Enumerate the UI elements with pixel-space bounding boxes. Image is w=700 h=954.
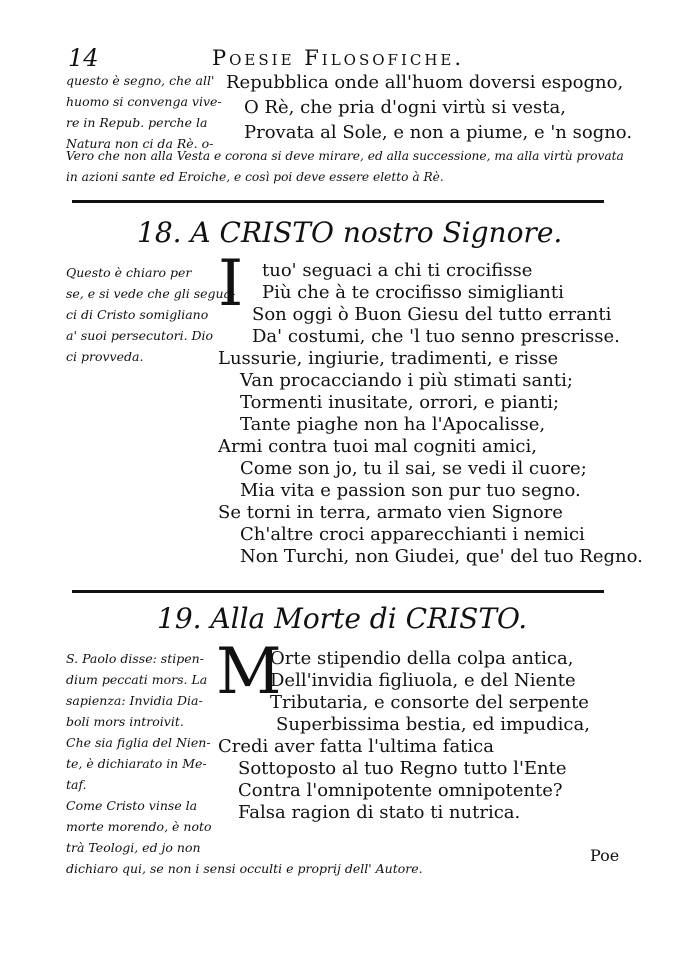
marginal-note: Questo è chiaro per se, e si vede che gli segua- ci di Cristo somigliano a' suoi persecutori. Dio ci provveda.	[66, 265, 236, 364]
catchword: Poe	[590, 846, 620, 865]
verse-line: Tormenti inusitate, orrori, e pianti;	[240, 392, 560, 413]
footnote: Vero che non alla Vesta e corona si deve mirare, ed alla successione, ma alla virtù provata in azioni sante ed Eroiche, e così poi deve essere eletto à Rè.	[66, 149, 624, 184]
drop-capital: I	[218, 247, 244, 321]
verse-line: Tante piaghe non ha l'Apocalisse,	[240, 414, 546, 435]
divider-rule	[72, 590, 604, 593]
verse-line: Ch'altre croci apparecchianti i nemici	[240, 524, 585, 545]
verse-line: Van procacciando i più stimati santi;	[240, 370, 573, 391]
verse-line: Orte stipendio della colpa antica,	[270, 648, 574, 669]
verse-line: Falsa ragion di stato ti nutrica.	[238, 802, 521, 823]
verse-line: Provata al Sole, e non a piume, e 'n sogno.	[244, 122, 633, 143]
verse-line: Più che à te crocifisso simiglianti	[262, 282, 564, 303]
verse-line: Come son jo, tu il sai, se vedi il cuore;	[240, 458, 587, 479]
page-number: 14	[68, 44, 99, 72]
verse-line: Superbissima bestia, ed impudica,	[276, 714, 590, 735]
verse-line: Lussurie, ingiurie, tradimenti, e risse	[218, 348, 559, 369]
section-title: 18. A CRISTO nostro Signore.	[137, 216, 563, 249]
divider-rule	[72, 200, 604, 203]
verse-line: Da' costumi, che 'l tuo senno prescrisse.	[252, 326, 620, 347]
running-title: Poesie Filosofiche.	[212, 46, 465, 70]
verse-line: Mia vita e passion son pur tuo segno.	[240, 480, 581, 501]
section-title: 19. Alla Morte di CRISTO.	[157, 602, 528, 635]
verse-line: Credi aver fatta l'ultima fatica	[218, 736, 494, 757]
verse-line: tuo' seguaci a chi ti crocifisse	[262, 260, 533, 281]
verse-line: Armi contra tuoi mal cogniti amici,	[218, 436, 537, 457]
verse-line: Non Turchi, non Giudei, que' del tuo Regno.	[240, 546, 643, 567]
verse-line: Se torni in terra, armato vien Signore	[218, 502, 563, 523]
drop-capital: M	[216, 635, 282, 709]
verse-line: O Rè, che pria d'ogni virtù si vesta,	[244, 97, 566, 118]
verse-line: Sottoposto al tuo Regno tutto l'Ente	[238, 758, 567, 779]
verse-line: Repubblica onde all'huom doversi espogno,	[226, 72, 624, 93]
marginal-note: questo è segno, che all' huomo si convenga vive- re in Repub. perche la Natura non ci da Rè. o-	[66, 73, 222, 151]
verse-line: Dell'invidia figliuola, e del Niente	[270, 670, 576, 691]
marginal-note: S. Paolo disse: stipen- dium peccati mors. La sapienza: Invidia Dia- boli mors introivit. Che sia figlia del Nien- te, è dichiarato in Me- taf. Come Cristo vinse la morte morendo, è noto trà Teologi, ed jo non dichiaro qui, se non i sensi occulti e proprij dell' Autore.	[66, 651, 423, 876]
verse-line: Son oggi ò Buon Giesu del tutto erranti	[252, 304, 612, 325]
verse-line: Contra l'omnipotente omnipotente?	[238, 780, 563, 801]
verse-line: Tributaria, e consorte del serpente	[270, 692, 589, 713]
